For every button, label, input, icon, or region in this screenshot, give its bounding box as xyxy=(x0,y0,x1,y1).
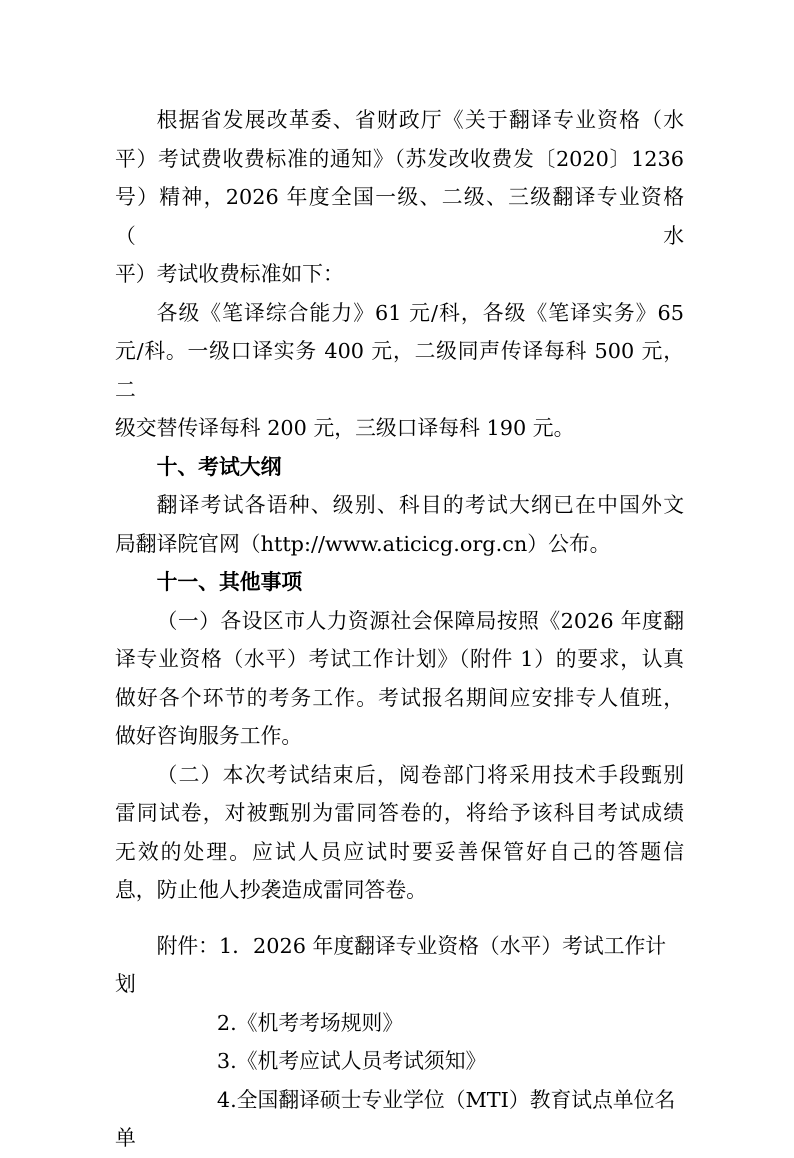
paragraph-line: 无效的处理。应试人员应试时要妥善保管好自己的答题信 xyxy=(115,839,684,864)
paragraph-line: （二）本次考试结束后，阅卷部门将采用技术手段甄别 xyxy=(156,762,684,787)
paragraph-line: 做好各个环节的考务工作。考试报名期间应安排专人值班， xyxy=(115,685,684,710)
attachment-item: 2.《机考考场规则》 xyxy=(216,1010,404,1035)
paragraph-line: 雷同试卷，对被甄别为雷同答卷的，将给予该科目考试成绩 xyxy=(115,801,684,825)
paragraph-line: （一）各设区市人力资源社会保障局按照《2026 年度翻 xyxy=(156,608,684,633)
paragraph-line: 译专业资格（水平）考试工作计划》（附件 1）的要求，认真 xyxy=(115,647,684,671)
paragraph-line: 平）考试费收费标准的通知》（苏发改收费发〔2020〕1236 xyxy=(115,146,684,171)
attachment-item: 4.全国翻译硕士专业学位（MTI）教育试点单位名单 xyxy=(115,1087,676,1150)
attachment-item: 3.《机考应试人员考试须知》 xyxy=(216,1049,487,1073)
paragraph-line: 息，防止他人抄袭造成雷同答卷。 xyxy=(115,878,427,902)
paragraph-line: 翻译考试各语种、级别、科目的考试大纲已在中国外文 xyxy=(156,493,684,517)
section-heading: 十一、其他事项 xyxy=(156,570,303,594)
document-text-block xyxy=(115,101,684,1158)
paragraph-line: 号）精神，2026 年度全国一级、二级、三级翻译专业资格（水 xyxy=(115,185,684,248)
section-heading: 十、考试大纲 xyxy=(156,454,282,479)
paragraph-line: 元/科。一级口译实务 400 元，二级同声传译每科 500 元，二 xyxy=(115,339,684,402)
paragraph-line: 局翻译院官网（http://www.aticicg.org.cn）公布。 xyxy=(115,531,611,556)
paragraph-line: 平）考试收费标准如下： xyxy=(115,262,344,286)
paragraph-line: 级交替传译每科 200 元，三级口译每科 190 元。 xyxy=(115,416,575,440)
paragraph-line: 各级《笔译综合能力》61 元/科，各级《笔译实务》65 xyxy=(156,300,684,325)
paragraph-line: 做好咨询服务工作。 xyxy=(115,724,303,748)
attachment-item: 附件：1．2026 年度翻译专业资格（水平）考试工作计划 xyxy=(115,933,667,996)
paragraph-line: 根据省发展改革委、省财政厅《关于翻译专业资格（水 xyxy=(156,108,684,132)
